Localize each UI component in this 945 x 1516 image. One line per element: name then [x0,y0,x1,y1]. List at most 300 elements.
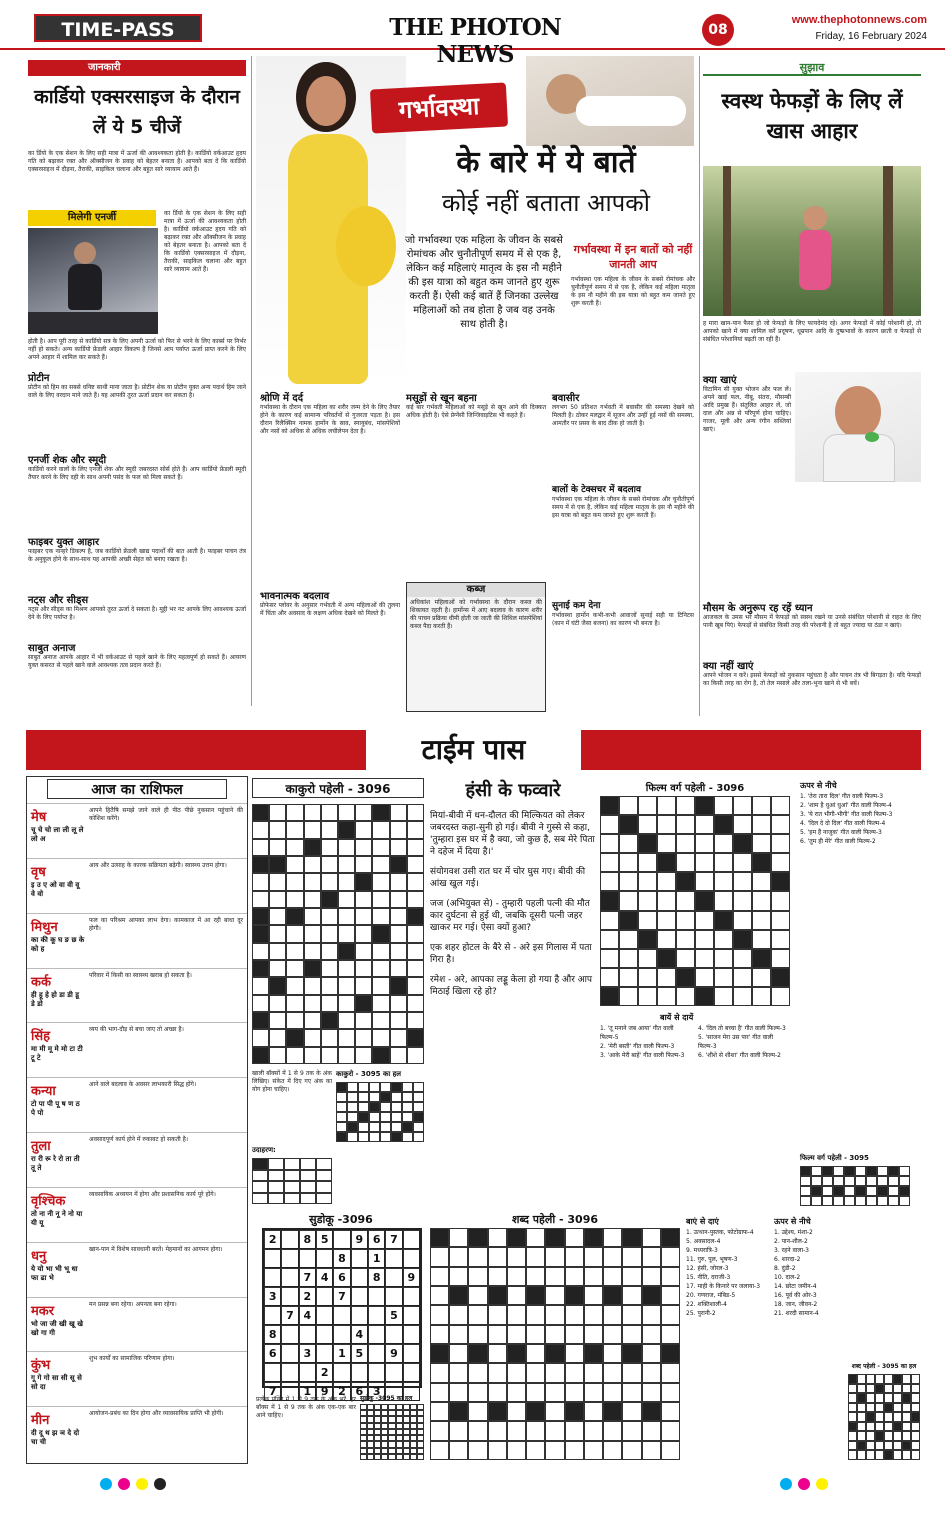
word-answer-cell [857,1384,866,1394]
kakuro-cell [304,891,321,908]
kakuro-cell [372,873,389,890]
kakuro-answer-cell [413,1132,424,1142]
sudoku-cell[interactable] [264,1363,281,1382]
word-cell [584,1325,603,1344]
color-registration-strip [100,1478,840,1492]
kakuro-cell [338,908,355,925]
film-answer-cell [811,1176,822,1186]
word-cell [584,1247,603,1266]
film-cell [619,853,638,872]
kakuro-cell [390,856,407,873]
kakuro-answer-cell [358,1112,369,1122]
word-answer-cell [866,1422,875,1432]
film-answer-cell [800,1196,811,1206]
sudoku-cell[interactable] [351,1306,368,1325]
sudoku-cell[interactable]: 3 [299,1344,316,1363]
kakuro-answer-cell [402,1092,413,1102]
word-cell [661,1325,680,1344]
jokes-title [430,776,596,806]
word-cell [661,1363,680,1382]
word-answer-cell [875,1422,884,1432]
word-cell [661,1344,680,1363]
sudoku-cell[interactable]: 1 [299,1382,316,1401]
sudoku-cell[interactable]: 2 [316,1363,333,1382]
sudoku-cell[interactable] [299,1363,316,1382]
sudoku-cell[interactable] [281,1287,298,1306]
sudoku-cell[interactable]: 8 [299,1230,316,1249]
word-answer-cell [893,1384,902,1394]
film-answer-cell [877,1176,888,1186]
word-cell [642,1286,661,1305]
left-headline: कार्डियो एक्सरसाइज के दौरान लें ये 5 चीजें [34,86,240,138]
kakuro-cell [338,960,355,977]
kakuro-cell [252,839,269,856]
sudoku-cell[interactable]: 6 [351,1382,368,1401]
film-cell [657,891,676,910]
kakuro-cell [269,804,286,821]
timepass-banner-bar [26,730,921,770]
kakuro-cell [355,977,372,994]
sudoku-cell[interactable] [385,1249,402,1268]
rashi-text: मन प्रसन्न बना रहेगा। अपनत्व बना रहेगा। [89,1300,177,1308]
kakuro-example-cell [316,1193,332,1205]
word-cell [642,1363,661,1382]
sudoku-cell[interactable] [281,1230,298,1249]
kakuro-cell [338,873,355,890]
sudoku-cell[interactable] [351,1268,368,1287]
word-cell [507,1228,526,1247]
kakuro-example-cell [300,1181,316,1193]
word-answer-cell [893,1450,902,1460]
kakuro-cell [390,1012,407,1029]
film-cell [600,987,619,1006]
rashi-text: आने वाले बदलाव के अवसर लाभकारी सिद्ध होंगे। [89,1081,197,1089]
kakuro-cell [321,821,338,838]
word-cell [507,1267,526,1286]
c1-body: गर्भावस्था के दौरान एक महिला का शरीर जन्म देने के लिए तैयार होने के कारण कई सामान्य परिवर्तनों से गुजरता पड़ता है। इस दौरान रिलैक्सिन नामक हार्मोन के स्राव, स्नायुबंध, मांसपेशियों और नसों को अधिक से अधिक लचीलेपन देता है। [260,404,400,435]
sudoku-cell[interactable] [403,1325,420,1344]
rashi-text: शुभ कार्यों का सामाजिक परिणाम होगा। [89,1355,175,1363]
word-answer-cell [857,1431,866,1441]
film-cell [619,815,638,834]
sudoku-cell[interactable]: 7 [299,1268,316,1287]
word-cell [449,1286,468,1305]
film-cell [733,911,752,930]
film-cell [638,987,657,1006]
kakuro-cell [269,995,286,1012]
kakuro-answer-cell [369,1112,380,1122]
word-cell [661,1402,680,1421]
word-cell [449,1441,468,1460]
sudoku-cell[interactable]: 9 [351,1230,368,1249]
word-clue: 8. दुंडी-2 [774,1265,796,1272]
sudoku-cell[interactable] [368,1325,385,1344]
sudoku-cell[interactable]: 4 [299,1306,316,1325]
word-cell [565,1402,584,1421]
sudoku-cell[interactable]: 5 [316,1230,333,1249]
film-cell [714,911,733,930]
sudoku-cell[interactable] [281,1363,298,1382]
sudoku-cell[interactable]: 2 [333,1382,350,1401]
word-cell [468,1325,487,1344]
rashi-text: आपने हितैषि समझे जाने वाले ही पीठ पीछे नुकसान पहुंचाने की कोशिश करेंगे। [89,807,243,822]
word-cell [622,1441,641,1460]
rashi-text: फल का परिश्रम आपका लाभ देगा। कामकाज में आ रही बाधा दूर होगी। [89,916,243,932]
word-cell [622,1305,641,1324]
film-cell [771,872,790,891]
sudoku-answer-cell [410,1454,417,1460]
word-cell [661,1305,680,1324]
film-answer-cell [855,1196,866,1206]
word-across-clues [686,1228,770,1460]
film-cell [733,968,752,987]
sudoku-cell[interactable] [333,1306,350,1325]
kakuro-answer-cell [369,1092,380,1102]
film-cell [638,949,657,968]
kakuro-cell [390,891,407,908]
left-intro: का र्डियो के एक सेशन के लिए सही मात्रा में ऊर्जा की आवश्यकता होती है। कार्डियो वर्कआउट हृदय गति को बढ़ाकर रक्त और ऑक्सीजन के प्रवाह को बेहतर बनाता है। आपको बता दें कि कार्डियो एक्सरसाइज में दौड़ना, तैराकी, साइकिल चलाना और बहुत सारे व्यायाम आते हैं। [28,150,246,173]
sudoku-cell[interactable] [368,1306,385,1325]
word-cell [584,1344,603,1363]
rashi-letters: चू चे चो ला ली लू ले लो अ [31,826,84,843]
word-answer-cell [848,1441,857,1451]
sudoku-cell[interactable] [368,1287,385,1306]
kakuro-answer-grid [336,1082,424,1142]
film-cell [657,911,676,930]
sudoku-cell[interactable] [403,1230,420,1249]
word-cell [488,1363,507,1382]
kakuro-cell [252,995,269,1012]
film-cell [657,853,676,872]
sudoku-cell[interactable]: 3 [264,1287,281,1306]
kakuro-answer-cell [336,1092,347,1102]
kakuro-panel [252,776,424,1206]
film-cell [771,987,790,1006]
sudoku-grid[interactable] [262,1228,422,1398]
film-cell [733,796,752,815]
film-cell [619,949,638,968]
word-answer-cell [911,1403,920,1413]
sudoku-cell[interactable] [351,1363,368,1382]
film-cell [619,968,638,987]
film-cell [733,930,752,949]
kakuro-grid [252,804,424,1064]
word-answer-cell [848,1403,857,1413]
kakuro-cell [304,856,321,873]
sudoku-cell[interactable]: 7 [385,1230,402,1249]
word-cell [603,1344,622,1363]
rashi-name: मकर [31,1303,55,1319]
sudoku-cell[interactable]: 6 [333,1268,350,1287]
kakuro-cell [338,891,355,908]
film-cell [752,911,771,930]
word-clue: 15. नीति, दराजी-3 [686,1274,731,1281]
film-cell [733,834,752,853]
film-cell [695,796,714,815]
film-cell [771,853,790,872]
word-cell [603,1402,622,1421]
rashi-name: वृश्चिक [31,1193,66,1209]
sudoku-cell[interactable] [403,1249,420,1268]
right-headline: स्वस्थ फेफड़ों के लिए लें खास आहार [721,89,903,143]
sudoku-cell[interactable] [385,1363,402,1382]
film-answer-cell [811,1196,822,1206]
film-cell [695,815,714,834]
word-cell [545,1325,564,1344]
sudoku-cell[interactable]: 8 [264,1325,281,1344]
c3-title: बवासीर [552,393,580,404]
word-cell [526,1383,545,1402]
word-cell [584,1305,603,1324]
kakuro-cell [338,839,355,856]
film-cell [676,911,695,930]
kakuro-cell [390,943,407,960]
kakuro-answer-cell [358,1082,369,1092]
sudoku-cell[interactable]: 9 [403,1268,420,1287]
film-cell [752,834,771,853]
kakuro-cell [355,804,372,821]
sudoku-cell[interactable] [299,1249,316,1268]
film-cell [695,911,714,930]
sudoku-cell[interactable] [281,1249,298,1268]
kakuro-cell [269,856,286,873]
film-clue: 6. 'तुम ही मेरे' गीत वाली फिल्म-2 [800,838,876,845]
film-answer-cell [899,1176,910,1186]
sudoku-cell[interactable] [264,1306,281,1325]
film-cell [619,834,638,853]
kakuro-cell [390,1029,407,1046]
film-cell [676,987,695,1006]
kakuro-cell [286,943,303,960]
kakuro-cell [355,873,372,890]
sudoku-cell[interactable]: 4 [351,1325,368,1344]
film-clue: 2. 'शाम है धुआं धुआं' गीत वाली फिल्म-4 [800,802,892,809]
sudoku-cell[interactable] [316,1249,333,1268]
sudoku-cell[interactable] [316,1344,333,1363]
word-clue: 1. उद्देश्य, मंशा-2 [774,1229,813,1236]
kakuro-cell [355,908,372,925]
sudoku-cell[interactable] [333,1363,350,1382]
kakuro-answer-cell [413,1082,424,1092]
website-url[interactable]: www.thephotonnews.com [791,14,927,26]
sudoku-cell[interactable] [403,1344,420,1363]
word-cell [545,1363,564,1382]
left-s5-body: साबुत अनाज आपके आहार में भी वर्कआउट से पहले खाने के लिए महत्वपूर्ण हो सकते हैं। आयरण युक्त कसरत से पहले खाने वाले आवश्यक तत्व प्रदान करते हैं। [28,654,246,669]
sudoku-cell[interactable]: 7 [333,1287,350,1306]
sudoku-cell[interactable] [368,1344,385,1363]
rashi-letters: भो जा जी खी खू खे खो गा गी [31,1319,83,1337]
sudoku-cell[interactable]: 6 [264,1344,281,1363]
film-down-title: बायें से दायें [660,1013,694,1022]
word-cell [449,1228,468,1247]
sudoku-answer-cell [403,1454,410,1460]
issue-date: Friday, 16 February 2024 [815,31,927,42]
sudoku-cell[interactable]: 2 [299,1287,316,1306]
word-cell [622,1247,641,1266]
word-cell [468,1247,487,1266]
word-clue: 17. माही के किनारे पर जलाया-3 [686,1283,761,1290]
kakuro-example-cell [252,1181,268,1193]
word-answer-cell [902,1450,911,1460]
word-answer-cell [911,1450,920,1460]
sudoku-cell[interactable] [368,1363,385,1382]
sudoku-cell[interactable]: 7 [264,1382,281,1401]
sudoku-cell[interactable]: 9 [316,1382,333,1401]
bed-woman-photo [526,56,694,146]
section-tag: TIME-PASS [34,14,202,42]
sudoku-cell[interactable] [299,1325,316,1344]
page-number: 08 [702,14,734,46]
sudoku-cell[interactable]: 1 [368,1249,385,1268]
film-answer-cell [877,1186,888,1196]
film-cell [771,968,790,987]
word-cell [565,1344,584,1363]
word-answer-cell [884,1393,893,1403]
word-answer-cell [884,1450,893,1460]
sudoku-cell[interactable] [281,1325,298,1344]
rashi-name: कन्या [31,1084,56,1100]
kakuro-example-cell [284,1181,300,1193]
word-cell [584,1383,603,1402]
sudoku-cell[interactable] [403,1287,420,1306]
sudoku-cell[interactable]: 5 [385,1306,402,1325]
word-answer-cell [902,1441,911,1451]
word-clue: 6. शारदा-2 [774,1256,801,1263]
film-clue: 5. 'साजन मेरा उस पार' गीत वाली फिल्म-3 [698,1034,774,1050]
sudoku-cell[interactable] [333,1325,350,1344]
sudoku-cell[interactable]: 9 [385,1344,402,1363]
word-answer-cell [902,1403,911,1413]
word-answer-cell [893,1393,902,1403]
word-grid[interactable] [430,1228,680,1460]
film-cell [752,987,771,1006]
kakuro-cell [355,891,372,908]
kakuro-answer-cell [402,1132,413,1142]
word-answer-cell [848,1374,857,1384]
sudoku-cell[interactable] [264,1249,281,1268]
word-cell [468,1402,487,1421]
kakuro-cell [269,943,286,960]
sudoku-cell[interactable]: 3 [368,1382,385,1401]
kakuro-cell [321,891,338,908]
c1-title: श्रोणि में दर्द [260,393,304,404]
word-answer-cell [866,1403,875,1413]
word-cell [468,1305,487,1324]
sudoku-cell[interactable] [351,1287,368,1306]
kakuro-cell [269,821,286,838]
word-answer-cell [875,1441,884,1451]
kakuro-cell [372,821,389,838]
sudoku-cell[interactable] [385,1325,402,1344]
word-cell [449,1305,468,1324]
film-answer-cell [866,1166,877,1176]
kakuro-cell [372,1012,389,1029]
sudoku-cell[interactable]: 1 [333,1344,350,1363]
sudoku-cell[interactable] [316,1325,333,1344]
kakuro-answer-cell [402,1102,413,1112]
word-cell [430,1344,449,1363]
masthead-text: THE PHOTON NEWS [389,14,561,68]
word-answer-cell [884,1431,893,1441]
sudoku-cell[interactable]: 8 [333,1249,350,1268]
word-answer-cell [848,1450,857,1460]
kakuro-example-cell [284,1158,300,1170]
sudoku-cell[interactable] [403,1363,420,1382]
kakuro-example-cell [300,1170,316,1182]
word-cell [526,1267,545,1286]
word-answer-cell [857,1422,866,1432]
jokes-title-text: हंसी के फव्वारे [465,780,561,801]
sudoku-cell[interactable]: 8 [368,1268,385,1287]
sudoku-cell[interactable] [403,1306,420,1325]
sudoku-cell[interactable] [385,1287,402,1306]
word-cell [526,1402,545,1421]
film-cell [638,815,657,834]
sudoku-cell[interactable] [385,1268,402,1287]
word-answer-cell [902,1384,911,1394]
film-clue: 6. 'शीशे से शीशा' गीत वाली फिल्म-2 [698,1052,781,1059]
film-answer-cell [899,1166,910,1176]
sudoku-cell[interactable] [281,1344,298,1363]
film-cell [676,968,695,987]
film-cell [733,891,752,910]
kakuro-answer-cell [391,1122,402,1132]
word-cell [642,1325,661,1344]
kakuro-cell [321,925,338,942]
word-cell [584,1421,603,1440]
kakuro-example-cell [284,1170,300,1182]
sudoku-cell[interactable]: 6 [368,1230,385,1249]
word-cell [545,1402,564,1421]
word-cell [661,1228,680,1247]
film-cell [714,968,733,987]
kabj-body: अधिकांश महिलाओं को गर्भावस्था के दौरान कब्ज की शिकायत रहती है। हार्मोन्स में आए बदलाव के कारण शरीर की पाचन प्रक्रिया धीमी होती जा जाती की शिथिल मांसपेशियां कब्ज पैदा करती हैं। [410,599,542,630]
sudoku-cell[interactable] [281,1268,298,1287]
word-answer-grid [848,1374,920,1460]
sudoku-cell[interactable] [316,1287,333,1306]
sudoku-cell[interactable]: 2 [264,1230,281,1249]
kakuro-cell [407,856,424,873]
word-cell [449,1325,468,1344]
word-cell [430,1247,449,1266]
rashi-letters: तो ना नी नू ने नो या यी यू [31,1209,83,1227]
word-cell [642,1421,661,1440]
sudoku-cell[interactable]: 4 [316,1268,333,1287]
word-cell [488,1286,507,1305]
film-cell [714,949,733,968]
sudoku-cell[interactable] [351,1249,368,1268]
sudoku-cell[interactable] [316,1306,333,1325]
kakuro-cell [252,1047,269,1064]
kakuro-cell [372,977,389,994]
c2-body: कई बार गर्भवती महिलाओं को मसूड़े से खून आने की दिक्कत अधिक होती है। ऐसे प्रेग्नेंसी जिन्जिवाइटिस भी कहते हैं। [406,404,546,419]
sudoku-cell[interactable] [264,1268,281,1287]
joke-item: मियां-बीवी में धन-दौलत की मिल्कियत को लेकर जबरदस्त कहा-सुनी हो गई। बीवी ने गुस्से से कहा, 'तुम्हारा इस घर में है क्या, जो कुछ है, सब मेरे पिता ने दहेज में दिया है।' [430,811,595,857]
word-cell [526,1228,545,1247]
word-answer-cell [866,1384,875,1394]
word-cell [468,1344,487,1363]
sudoku-cell[interactable] [333,1230,350,1249]
center-article [256,56,696,716]
kakuro-example-cell [268,1170,284,1182]
right-s1-body: विटामिन सी युक्त भोजन और फल लें। अपने खाई फल, नीबू, संतरा, मौसम्बी आदि प्रमुख हैं। संतुलित आहार लें, जो दाल और अन्न से परिपूर्ण होना चाहिए। गाजर, मूली और अन्य रंगीन सब्जियां खाएं। [703,386,791,433]
sudoku-cell[interactable]: 5 [351,1344,368,1363]
kakuro-answer-cell [358,1102,369,1112]
film-cell [657,968,676,987]
rashi-letters: मा मी मू मे मो टा टी टू टे [31,1045,83,1063]
column-rule [251,56,252,706]
sudoku-cell[interactable]: 7 [281,1306,298,1325]
